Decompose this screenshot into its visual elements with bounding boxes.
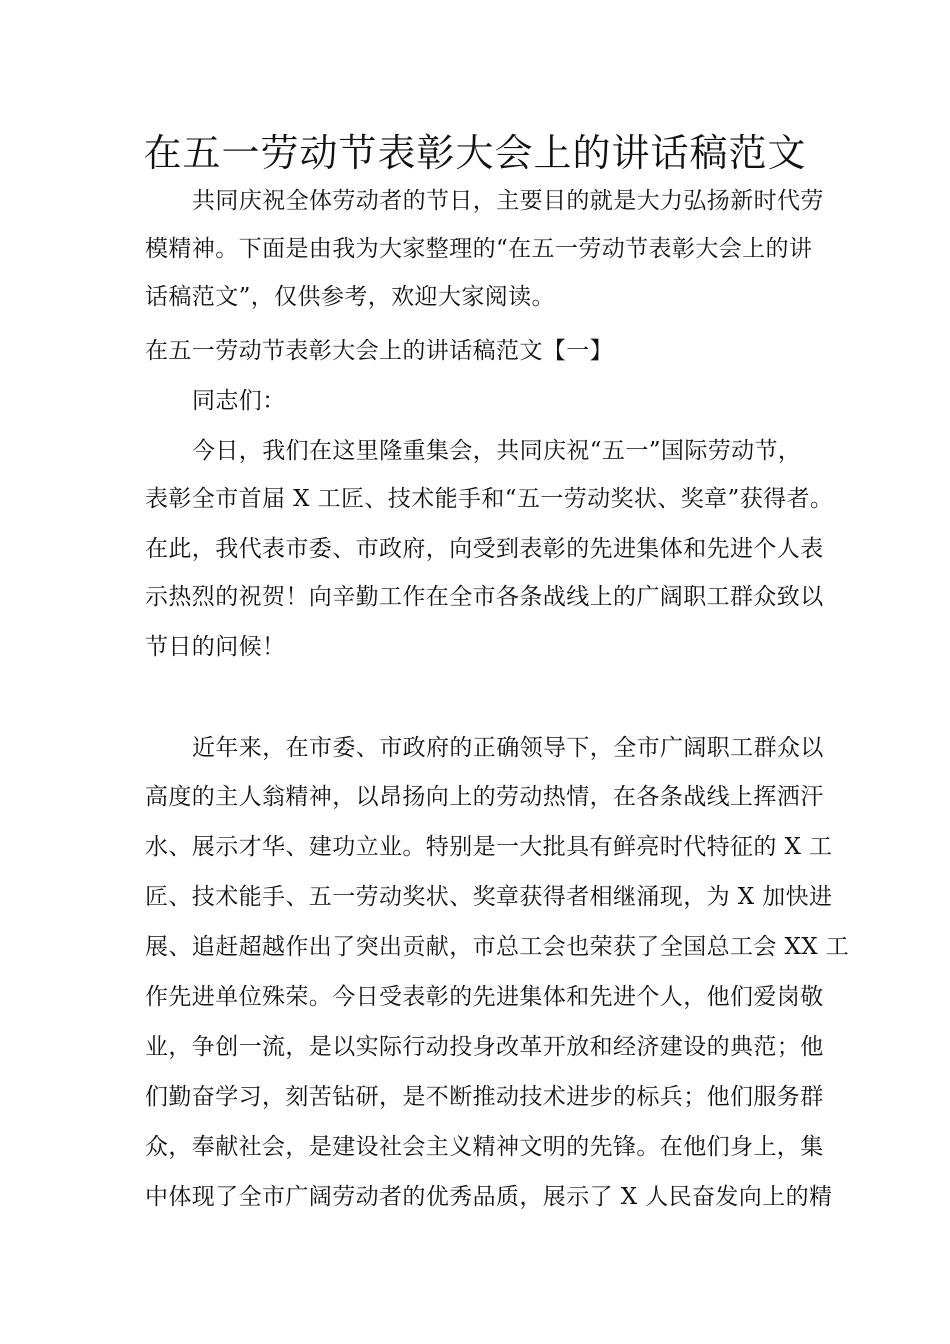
paragraph-1-line-3: 在此，我代表市委、市政府，向受到表彰的先进集体和先进个人表 [145, 536, 824, 562]
paragraph-2-line-10: 中体现了全市广阔劳动者的优秀品质，展示了 X 人民奋发向上的精 [145, 1184, 833, 1210]
paragraph-2-line-8: 们勤奋学习，刻苦钻研，是不断推动技术进步的标兵；他们服务群 [145, 1084, 824, 1110]
paragraph-2-line-2: 高度的主人翁精神，以昂扬向上的劳动热情，在各条战线上挥洒汗 [145, 784, 824, 810]
paragraph-1-line-2: 表彰全市首届 X 工匠、技术能手和“五一劳动奖状、奖章”获得者。 [145, 486, 834, 512]
intro-line-1: 共同庆祝全体劳动者的节日，主要目的就是大力弘扬新时代劳 [192, 188, 824, 214]
paragraph-1-line-5: 节日的问候！ [145, 634, 286, 660]
salutation: 同志们： [192, 388, 286, 414]
paragraph-2-line-9: 众，奉献社会，是建设社会主义精神文明的先锋。在他们身上，集 [145, 1134, 824, 1160]
paragraph-2-line-3: 水、展示才华、建功立业。特别是一大批具有鲜亮时代特征的 X 工 [145, 834, 833, 860]
paragraph-2-line-6: 作先进单位殊荣。今日受表彰的先进集体和先进个人，他们爱岗敬 [145, 984, 824, 1010]
intro-line-3: 话稿范文”，仅供参考，欢迎大家阅读。 [145, 284, 555, 310]
document-title: 在五一劳动节表彰大会上的讲话稿范文 [143, 131, 807, 175]
paragraph-1-line-4: 示热烈的祝贺！向辛勤工作在全市各条战线上的广阔职工群众致以 [145, 584, 824, 610]
paragraph-1-line-1: 今日，我们在这里隆重集会，共同庆祝“五一”国际劳动节， [192, 438, 802, 464]
paragraph-2-line-7: 业，争创一流，是以实际行动投身改革开放和经济建设的典范；他 [145, 1034, 824, 1060]
intro-line-2: 模精神。下面是由我为大家整理的“在五一劳动节表彰大会上的讲 [145, 236, 813, 262]
section-heading: 在五一劳动节表彰大会上的讲话稿范文【一】 [145, 338, 613, 364]
paragraph-2-line-5: 展、追赶超越作出了突出贡献，市总工会也荣获了全国总工会 XX 工 [145, 934, 850, 960]
paragraph-2-line-1: 近年来，在市委、市政府的正确领导下，全市广阔职工群众以 [192, 735, 824, 761]
paragraph-2-line-4: 匠、技术能手、五一劳动奖状、奖章获得者相继涌现，为 X 加快进 [145, 884, 833, 910]
